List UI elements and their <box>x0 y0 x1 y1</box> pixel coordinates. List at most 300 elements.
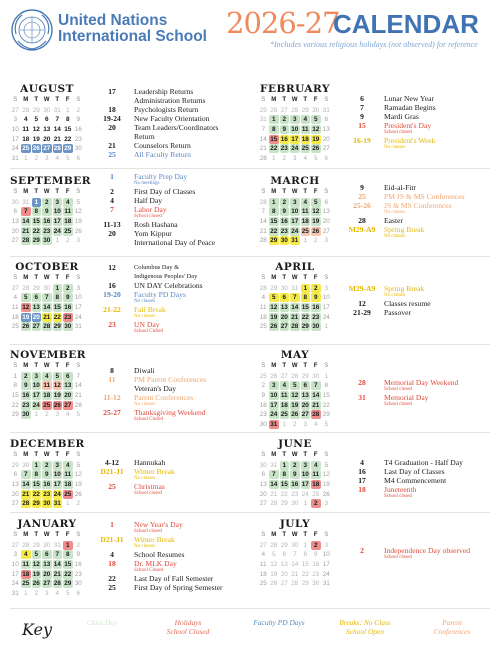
weekday-header: M <box>271 97 277 103</box>
day-cell: 4 <box>261 551 266 559</box>
event-item <box>94 559 244 574</box>
day-cell: 26 <box>312 145 320 153</box>
day-cell: 2 <box>292 420 297 428</box>
month-name: APRIL <box>275 261 315 273</box>
event-date: 25-27 <box>103 408 121 417</box>
weekday-header: M <box>23 532 29 538</box>
day-cell: 14 <box>53 126 61 134</box>
day-cell: 5 <box>76 461 81 469</box>
day-cell: 28 <box>22 541 30 549</box>
weekday-header: S <box>324 189 329 195</box>
day-cell: 30 <box>280 284 288 292</box>
key-breaks-label: Breaks: No Class <box>339 618 391 627</box>
day-cell: 25 <box>11 323 19 331</box>
day-cell: 12 <box>270 561 278 569</box>
weekday-header: S <box>76 532 81 538</box>
day-cell: 29 <box>301 323 309 331</box>
event-date: 21 <box>108 141 116 150</box>
event-subtitle: No classes <box>134 402 156 407</box>
event-date: 20 <box>108 229 116 238</box>
month-grid <box>10 188 84 246</box>
weekday-header: M <box>271 189 277 195</box>
event-title: Faculty PD Days <box>134 290 186 299</box>
day-cell: 4 <box>280 381 290 390</box>
day-cell: 27 <box>11 500 19 508</box>
event-date: 9 <box>360 112 364 121</box>
day-cell: 9 <box>42 207 52 216</box>
day-cell: 14 <box>291 561 299 569</box>
day-cell: 7 <box>290 293 300 302</box>
calendar-header <box>0 0 500 62</box>
day-cell: 8 <box>13 382 18 390</box>
event-date: 16 <box>358 467 366 476</box>
weekday-header: M <box>23 189 29 195</box>
day-cell: 28 <box>22 106 30 114</box>
day-cell: 25 <box>280 411 288 419</box>
key-title: Key <box>22 620 53 639</box>
event-title: Easter <box>384 216 403 225</box>
day-cell: 14 <box>312 392 320 400</box>
event-date: 18 <box>108 105 116 114</box>
weekday-header: W <box>291 363 298 369</box>
day-cell: 28 <box>22 500 30 508</box>
event-title: Memorial Day Weekend <box>384 378 459 387</box>
day-cell: 16 <box>280 218 288 226</box>
weekday-header: T <box>55 363 60 369</box>
day-cell: 28 <box>270 541 278 549</box>
day-cell: 28 <box>259 198 267 206</box>
weekday-header: W <box>43 275 50 281</box>
event-title: New Faculty Orientation <box>134 114 210 123</box>
weekday-header: T <box>282 189 287 195</box>
event-item <box>344 485 494 500</box>
section-divider <box>10 432 490 433</box>
day-cell: 4 <box>303 154 308 162</box>
day-cell: 9 <box>280 125 290 134</box>
day-cell: 30 <box>291 541 299 549</box>
day-cell: 2 <box>290 461 300 470</box>
event-date: 11-13 <box>103 220 121 229</box>
day-cell: 3 <box>76 237 81 245</box>
weekday-header: W <box>43 532 50 538</box>
weekday-header: T <box>303 452 308 458</box>
day-cell: 31 <box>291 237 299 245</box>
day-cell: 21 <box>270 490 278 498</box>
weekday-header: W <box>43 189 50 195</box>
event-title: Classes resume <box>384 299 431 308</box>
day-cell: 29 <box>270 284 278 292</box>
day-cell: 27 <box>11 237 19 245</box>
month-name: DECEMBER <box>10 438 85 450</box>
weekday-header: F <box>65 97 70 103</box>
day-cell: 20 <box>32 313 40 321</box>
day-cell: 19 <box>312 218 320 226</box>
day-cell: 13 <box>64 382 72 390</box>
day-cell: 8 <box>63 550 73 559</box>
day-cell: 17 <box>291 135 299 143</box>
event-title: Hannukah <box>134 458 166 467</box>
event-title: First Day of Spring Semester <box>134 583 223 592</box>
weekday-header: T <box>55 452 60 458</box>
weekday-header: M <box>271 363 277 369</box>
day-cell: 16 <box>43 481 51 489</box>
day-cell: 16 <box>312 304 320 312</box>
day-cell: 31 <box>322 580 330 588</box>
day-cell: 6 <box>324 154 329 162</box>
day-cell: 27 <box>43 145 51 153</box>
month-grid <box>258 188 332 246</box>
event-title: Diwali <box>134 366 155 375</box>
events-october <box>94 263 244 335</box>
event-date: D21-J1 <box>100 535 124 544</box>
day-cell: 2 <box>76 106 81 114</box>
weekday-header: W <box>291 452 298 458</box>
key-class-day <box>72 618 132 627</box>
day-cell: 18 <box>259 313 267 321</box>
event-subtitle: School closed <box>384 130 412 135</box>
day-cell: 2 <box>280 115 290 124</box>
day-cell: 5 <box>65 154 70 162</box>
school-name-line1: United Nations <box>58 12 168 29</box>
day-cell: 12 <box>270 304 278 312</box>
event-item <box>344 458 494 467</box>
day-cell: 24 <box>291 227 299 235</box>
month-january <box>10 518 84 598</box>
event-title: M4 Commencement <box>384 476 447 485</box>
weekday-header: T <box>55 275 60 281</box>
day-cell: 21 <box>259 227 267 235</box>
day-cell: 2 <box>21 372 31 381</box>
month-name: JULY <box>279 518 311 530</box>
day-cell: 26 <box>74 227 82 235</box>
day-cell: 15 <box>322 392 330 400</box>
day-cell: 1 <box>55 237 60 245</box>
day-cell: 1 <box>65 106 70 114</box>
month-grid <box>258 274 332 332</box>
day-cell: 28 <box>74 401 82 409</box>
month-name: NOVEMBER <box>10 349 86 361</box>
events-july <box>344 546 494 561</box>
day-cell: 23 <box>22 401 30 409</box>
weekday-header: T <box>282 97 287 103</box>
weekday-header: S <box>13 532 18 538</box>
month-october <box>10 261 84 332</box>
day-cell: 26 <box>32 580 40 588</box>
event-title: Eid-al-Fitr <box>384 183 417 192</box>
day-cell: 9 <box>313 551 318 559</box>
day-cell: 28 <box>291 580 299 588</box>
event-item <box>94 535 244 550</box>
event-title: Spring Break <box>384 225 425 234</box>
event-subtitle: School closed <box>384 387 412 392</box>
day-cell: 13 <box>43 126 51 134</box>
event-date: 11 <box>108 375 116 384</box>
event-title: Return <box>134 132 155 141</box>
weekday-header: T <box>55 189 60 195</box>
day-cell: 24 <box>53 227 61 235</box>
weekday-header: S <box>76 275 81 281</box>
event-subtitle: School Closed <box>134 417 164 422</box>
day-cell: 6 <box>324 198 329 206</box>
day-cell: 22 <box>280 490 288 498</box>
day-cell: 29 <box>53 323 61 331</box>
school-name <box>58 13 207 45</box>
day-cell: 28 <box>22 237 30 245</box>
event-date: 25 <box>358 192 366 201</box>
section-divider <box>10 608 490 609</box>
day-cell: 1 <box>269 115 279 124</box>
event-title: JS & MS Conferences <box>384 201 452 210</box>
day-cell: 12 <box>53 382 61 390</box>
event-item <box>94 366 244 375</box>
event-item <box>344 192 494 201</box>
weekday-header: T <box>34 363 39 369</box>
day-cell: 14 <box>22 218 30 226</box>
event-item <box>94 281 244 290</box>
calendar-title: CALENDAR <box>333 9 479 39</box>
event-title: Winter Break <box>134 467 175 476</box>
month-november <box>10 349 84 420</box>
event-item <box>344 183 494 192</box>
day-cell: 13 <box>11 218 19 226</box>
month-april <box>258 261 332 332</box>
month-name: FEBRUARY <box>260 83 330 95</box>
event-title: Veteran's Day <box>134 384 177 393</box>
day-cell: 6 <box>324 116 329 124</box>
event-item <box>94 393 244 408</box>
day-cell: 16 <box>74 126 82 134</box>
day-cell: 23 <box>64 313 72 321</box>
day-cell: 20 <box>43 135 51 143</box>
event-title: First Day of Classes <box>134 187 196 196</box>
weekday-header: M <box>271 532 277 538</box>
event-date: 15 <box>358 121 366 130</box>
event-date: 4 <box>110 550 114 559</box>
events-march <box>344 183 494 240</box>
event-item <box>344 284 494 299</box>
day-cell: 18 <box>259 570 267 578</box>
day-cell: 4 <box>63 461 73 470</box>
event-item <box>344 393 494 408</box>
day-cell: 19 <box>53 392 61 400</box>
event-subtitle: No classes <box>384 210 406 215</box>
day-cell: 5 <box>76 411 81 419</box>
day-cell: 15 <box>270 218 278 226</box>
day-cell: 12 <box>312 126 320 134</box>
day-cell: 28 <box>53 580 61 588</box>
day-cell: 17 <box>32 392 40 400</box>
day-cell: 6 <box>63 372 73 381</box>
day-cell: 16 <box>74 561 82 569</box>
event-title: Mardi Gras <box>384 112 419 121</box>
event-item <box>94 96 244 105</box>
event-title: Lunar New Year <box>384 94 434 103</box>
day-cell: 12 <box>32 561 40 569</box>
event-item <box>344 378 494 393</box>
day-cell: 7 <box>261 208 266 216</box>
day-cell: 1 <box>324 323 329 331</box>
day-cell: 20 <box>11 490 19 498</box>
weekday-header: F <box>65 189 70 195</box>
day-cell: 20 <box>280 313 288 321</box>
day-cell: 1 <box>32 198 42 207</box>
day-cell: 26 <box>74 490 82 498</box>
event-title: Fall Break <box>134 305 166 314</box>
day-cell: 26 <box>270 106 278 114</box>
day-cell: 21 <box>22 227 30 235</box>
key-faculty-pd-label: Faculty PD Days <box>253 618 305 627</box>
month-grid <box>258 531 332 589</box>
day-cell: 28 <box>291 372 299 380</box>
event-item <box>94 114 244 123</box>
day-cell: 2 <box>280 198 290 207</box>
day-cell: 7 <box>55 116 60 124</box>
day-cell: 1 <box>13 372 18 380</box>
weekday-header: M <box>23 97 29 103</box>
weekday-header: S <box>261 189 266 195</box>
day-cell: 2 <box>42 461 52 470</box>
day-cell: 18 <box>301 135 309 143</box>
day-cell: 4 <box>21 550 31 559</box>
day-cell: 19 <box>291 401 299 409</box>
day-cell: 14 <box>259 135 267 143</box>
day-cell: 15 <box>280 481 288 489</box>
day-cell: 10 <box>53 208 61 216</box>
day-cell: 26 <box>270 580 278 588</box>
day-cell: 31 <box>322 106 330 114</box>
day-cell: 17 <box>270 401 278 409</box>
day-cell: 21 <box>53 570 61 578</box>
event-date: 6 <box>360 94 364 103</box>
event-subtitle: School Closed <box>134 568 164 573</box>
section-divider <box>10 344 490 345</box>
day-cell: 30 <box>312 323 320 331</box>
weekday-header: S <box>324 532 329 538</box>
event-title: Thanksgiving Weekend <box>134 408 206 417</box>
day-cell: 13 <box>301 392 309 400</box>
day-cell: 7 <box>21 207 31 216</box>
day-cell: 5 <box>311 198 321 207</box>
day-cell: 19 <box>270 313 278 321</box>
day-cell: 9 <box>76 116 81 124</box>
day-cell: 2 <box>65 237 70 245</box>
event-title: Last Day of Classes <box>384 467 445 476</box>
day-cell: 15 <box>301 304 309 312</box>
day-cell: 18 <box>22 570 30 578</box>
day-cell: 26 <box>270 323 278 331</box>
event-date: 8 <box>110 366 114 375</box>
day-cell: 30 <box>280 237 288 245</box>
day-cell: 18 <box>64 481 72 489</box>
day-cell: 31 <box>11 589 19 597</box>
key-parent-conferences <box>412 618 492 636</box>
day-cell: 3 <box>44 589 49 597</box>
event-date: 25 <box>108 150 116 159</box>
weekday-header: M <box>23 363 29 369</box>
event-title: Rosh Hashana <box>134 220 178 229</box>
event-date: 1 <box>110 520 114 529</box>
section-divider <box>10 256 490 257</box>
day-cell: 15 <box>270 135 278 143</box>
day-cell: 13 <box>259 481 267 489</box>
weekday-header: S <box>13 97 18 103</box>
event-item <box>344 225 494 240</box>
events-january <box>94 520 244 592</box>
weekday-header: M <box>271 275 277 281</box>
day-cell: 22 <box>32 227 40 235</box>
weekday-header: T <box>303 189 308 195</box>
day-cell: 3 <box>324 237 329 245</box>
weekday-header: F <box>65 532 70 538</box>
day-cell: 9 <box>261 392 266 400</box>
event-item <box>94 141 244 150</box>
day-cell: 3 <box>76 284 81 292</box>
day-cell: 11 <box>64 208 72 216</box>
day-cell: 29 <box>32 284 40 292</box>
event-date: 2 <box>110 187 114 196</box>
event-item <box>94 238 244 247</box>
day-cell: 14 <box>291 304 299 312</box>
day-cell: 27 <box>259 541 267 549</box>
event-date: 19-20 <box>103 290 121 299</box>
day-cell: 7 <box>261 126 266 134</box>
day-cell: 27 <box>32 323 40 331</box>
day-cell: 6 <box>76 154 81 162</box>
day-cell: 26 <box>53 401 61 409</box>
day-cell: 29 <box>32 500 40 508</box>
event-title: Memorial Day <box>384 393 429 402</box>
day-cell: 11 <box>259 304 267 312</box>
day-cell: 11 <box>64 471 72 479</box>
weekday-header: S <box>76 363 81 369</box>
event-title: Faculty Prep Day <box>134 172 188 181</box>
day-cell: 19 <box>74 218 82 226</box>
event-title: Half Day <box>134 196 163 205</box>
event-item <box>344 136 494 151</box>
day-cell: 20 <box>301 401 309 409</box>
day-cell: 12 <box>32 126 40 134</box>
day-cell: 11 <box>280 392 288 400</box>
event-item <box>94 220 244 229</box>
event-title: Passover <box>384 308 411 317</box>
day-cell: 6 <box>301 381 311 390</box>
day-cell: 30 <box>22 461 30 469</box>
month-grid <box>10 274 84 332</box>
day-cell: 22 <box>270 145 278 153</box>
day-cell: 21 <box>22 490 30 498</box>
event-subtitle: School closed <box>134 491 162 496</box>
day-cell: 18 <box>312 481 320 489</box>
day-cell: 3 <box>324 500 329 508</box>
month-grid <box>10 96 84 163</box>
day-cell: 30 <box>43 500 51 508</box>
day-cell: 21 <box>291 570 299 578</box>
day-cell: 17 <box>11 135 19 143</box>
weekday-header: W <box>291 275 298 281</box>
day-cell: 4 <box>311 461 321 470</box>
event-item <box>94 408 244 423</box>
weekday-header: M <box>271 452 277 458</box>
day-cell: 5 <box>34 116 39 124</box>
events-february <box>344 94 494 151</box>
day-cell: 2 <box>313 237 318 245</box>
day-cell: 22 <box>32 490 40 498</box>
day-cell: 10 <box>53 471 61 479</box>
day-cell: 7 <box>21 470 31 479</box>
day-cell: 29 <box>270 237 278 245</box>
day-cell: 19 <box>74 481 82 489</box>
day-cell: 23 <box>312 313 320 321</box>
